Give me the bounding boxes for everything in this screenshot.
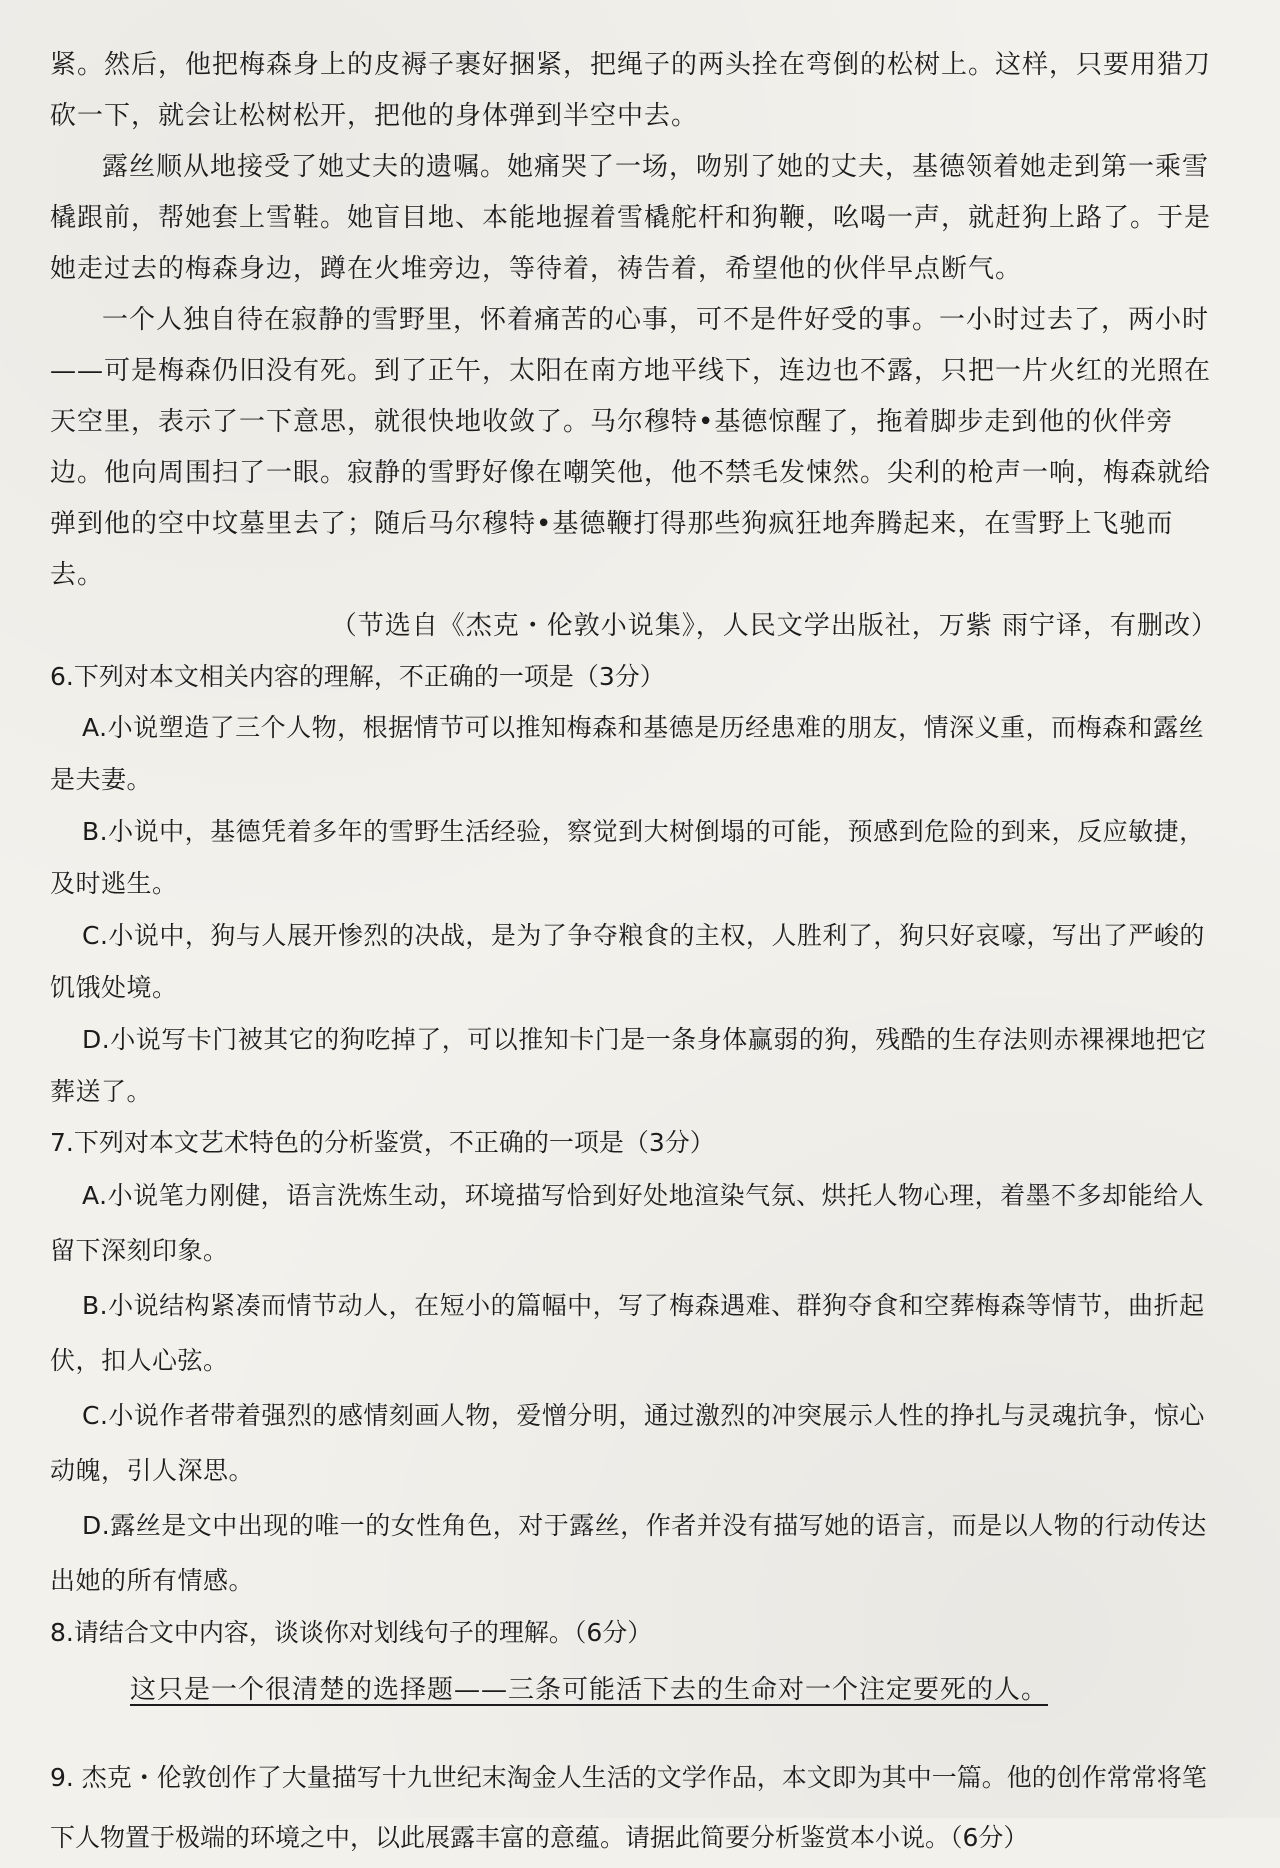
question-7-option-b: B.小说结构紧凑而情节动人，在短小的篇幅中，写了梅森遇难、群狗夺食和空葬梅森等情节，曲折起伏，扣人心弦。 [50,1291,1205,1375]
question-6 [50,652,1218,1118]
question-9-stem: 9. 杰克・伦敦创作了大量描写十九世纪末淘金人生活的文学作品，本文即为其中一篇。他的创作常常将笔下人物置于极端的环境之中，以此展露丰富的意蕴。请据此简要分析鉴赏本小说。（6分） [50,1763,1207,1852]
question-7-option-d: D.露丝是文中出现的唯一的女性角色，对于露丝，作者并没有描写她的语言，而是以人物的行动传达出她的所有情感。 [50,1511,1207,1595]
question-8-underlined-quote [50,1662,1218,1718]
question-9 [50,1748,1218,1868]
question-6-option-c: C.小说中，狗与人展开惨烈的决战，是为了争夺粮食的主权，人胜利了，狗只好哀嚎，写出了严峻的饥饿处境。 [50,921,1205,1002]
passage-source: （节选自《杰克・伦敦小说集》，人民文学出版社，万紫 雨宁译，有删改） [330,611,1218,641]
underlined-sentence: 这只是一个很清楚的选择题——三条可能活下去的生命对一个注定要死的人。 [130,1675,1049,1705]
question-6-option-b: B.小说中，基德凭着多年的雪野生活经验，察觉到大树倒塌的可能，预感到危险的到来，反应敏捷，及时逃生。 [50,817,1205,898]
question-7-option-c: C.小说作者带着强烈的感情刻画人物，爱憎分明，通过激烈的冲突展示人性的挣扎与灵魂抗争，惊心动魄，引人深思。 [50,1401,1205,1485]
question-7 [50,1118,1218,1608]
question-6-stem: 6.下列对本文相关内容的理解，不正确的一项是（3分） [50,662,665,691]
question-6-option-d: D.小说写卡门被其它的狗吃掉了，可以推知卡门是一条身体赢弱的狗，残酷的生存法则赤裸裸地把它葬送了。 [50,1025,1207,1106]
passage-paragraph-1: 紧。然后，他把梅森身上的皮褥子裹好捆紧，把绳子的两头拴在弯倒的松树上。这样，只要用猎刀砍一下，就会让松树松开，把他的身体弹到半空中去。 [50,50,1212,131]
reading-passage [50,40,1218,652]
question-6-option-a: A.小说塑造了三个人物，根据情节可以推知梅森和基德是历经患难的朋友，情深义重，而梅森和露丝是夫妻。 [50,713,1205,794]
passage-paragraph-2: 露丝顺从地接受了她丈夫的遗嘱。她痛哭了一场，吻别了她的丈夫，基德领着她走到第一乘雪橇跟前，帮她套上雪鞋。她盲目地、本能地握着雪橇舵杆和狗鞭，吆喝一声，就赶狗上路了。于是她走过去的梅森身边，蹲在火堆旁边，等待着，祷告着，希望他的伙伴早点断气。 [50,152,1212,284]
question-8 [50,1608,1218,1718]
question-8-stem: 8.请结合文中内容，谈谈你对划线句子的理解。（6分） [50,1618,653,1647]
passage-paragraph-3: 一个人独自待在寂静的雪野里，怀着痛苦的心事，可不是件好受的事。一小时过去了，两小时——可是梅森仍旧没有死。到了正午，太阳在南方地平线下，连边也不露，只把一片火红的光照在天空里，表示了一下意思，就很快地收敛了。马尔穆特•基德惊醒了，拖着脚步走到他的伙伴旁边。他向周围扫了一眼。寂静的雪野好像在嘲笑他，他不禁毛发悚然。尖利的枪声一响，梅森就给弹到他的空中坟墓里去了；随后马尔穆特•基德鞭打得那些狗疯狂地奔腾起来，在雪野上飞驰而去。 [50,305,1212,590]
question-7-option-a: A.小说笔力刚健，语言洗炼生动，环境描写恰到好处地渲染气氛、烘托人物心理，着墨不多却能给人留下深刻印象。 [50,1181,1205,1265]
question-7-stem: 7.下列对本文艺术特色的分析鉴赏，不正确的一项是（3分） [50,1128,715,1157]
